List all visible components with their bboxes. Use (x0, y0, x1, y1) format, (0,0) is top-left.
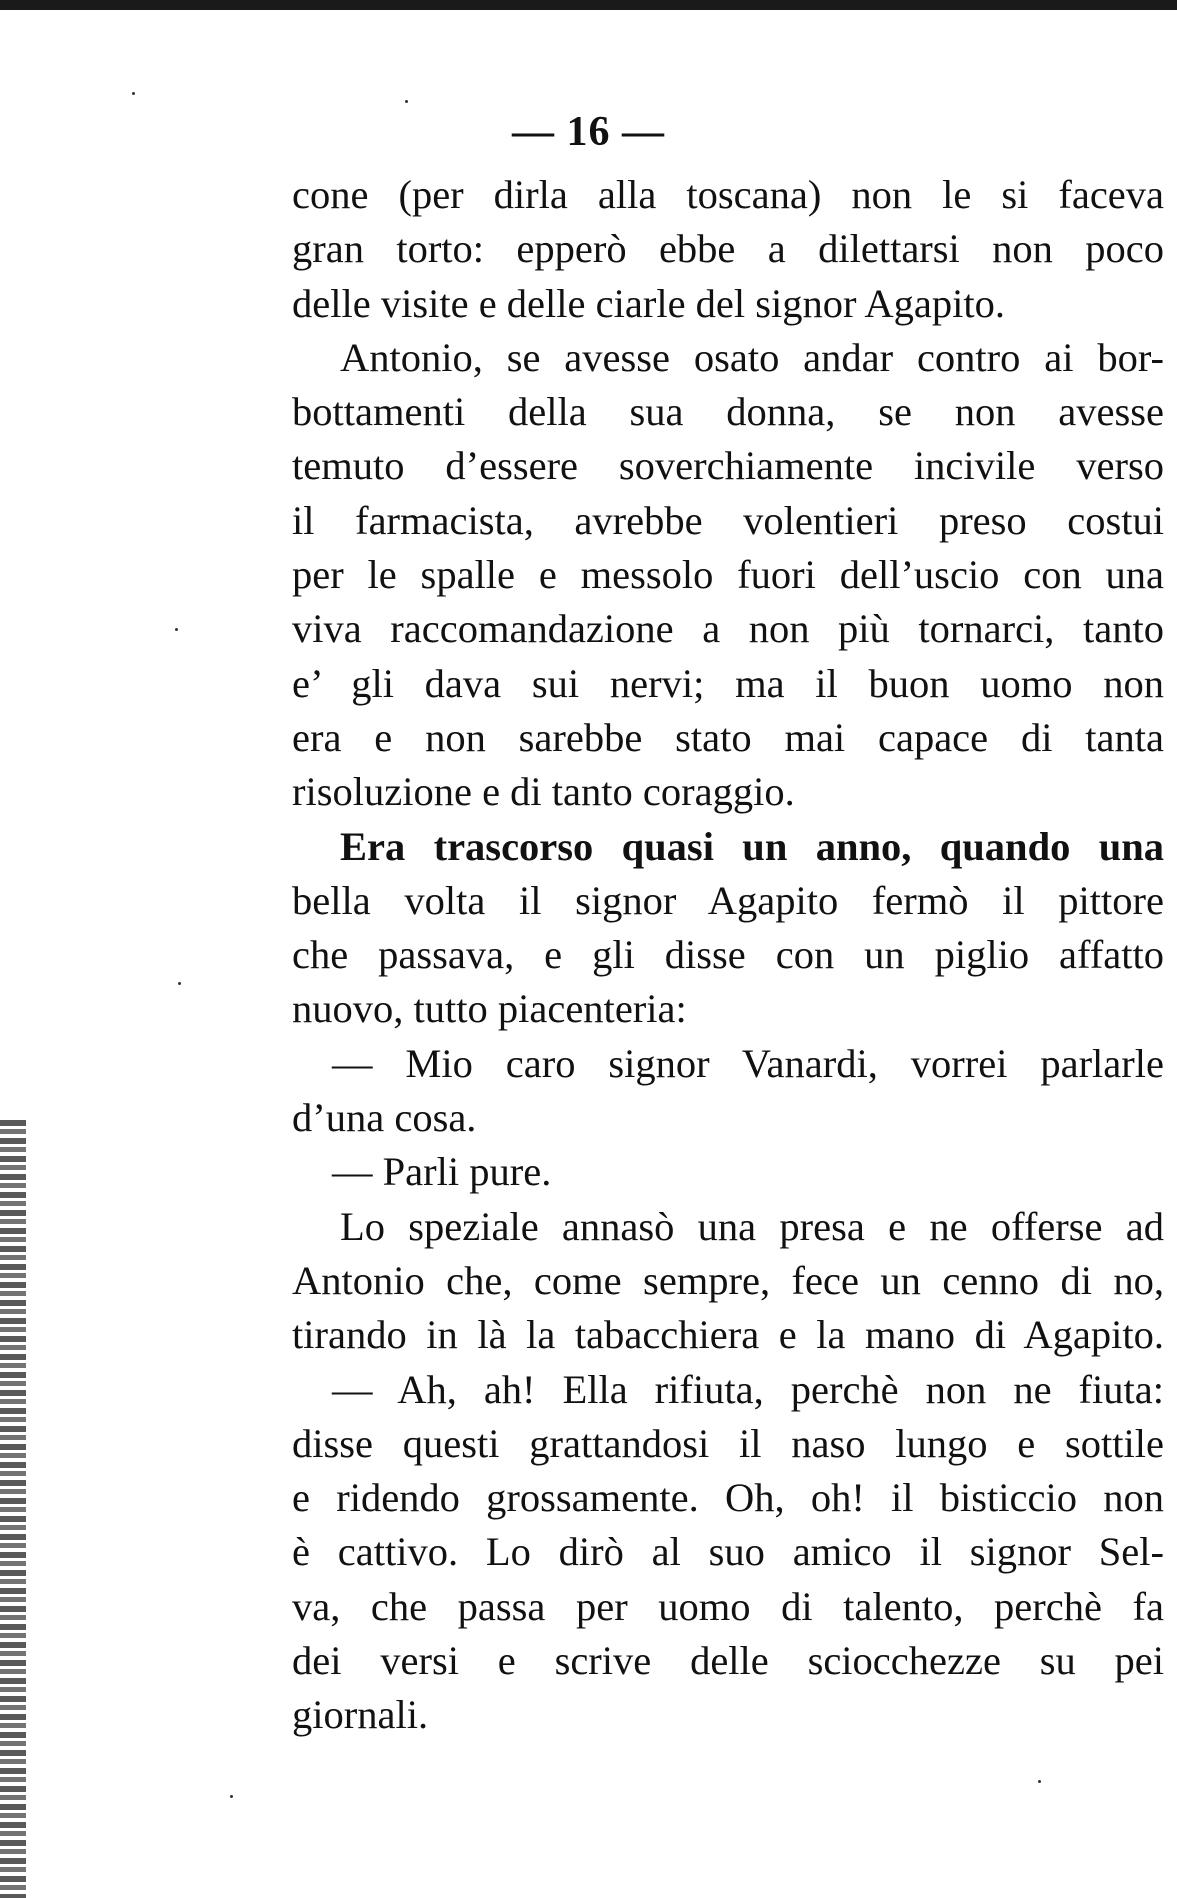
speck (405, 100, 408, 103)
speck (178, 982, 181, 985)
text-line: e’ gli dava sui nervi; ma il buon uomo non (292, 660, 1164, 706)
text-line: cone (per dirla alla toscana) non le si faceva (292, 172, 1164, 217)
text-line: bottamenti della sua donna, se non avesse (292, 389, 1164, 435)
text-line: d’una cosa. (292, 1095, 477, 1141)
text-line: per le spalle e messolo fuori dell’uscio con una (292, 552, 1164, 598)
speck (230, 1795, 233, 1798)
text-line: disse questi grattandosi il naso lungo e sottile (292, 1420, 1164, 1466)
text-line: che passava, e gli disse con un piglio affatto (292, 932, 1164, 978)
text-line: nuovo, tutto piacenteria: (292, 986, 687, 1032)
speck (132, 92, 135, 95)
text-line: delle visite e delle ciarle del signor Agapito. (292, 280, 1006, 326)
text-line: e ridendo grossamente. Oh, oh! il bisticcio non (292, 1475, 1164, 1521)
text-line: giornali. (292, 1692, 429, 1738)
text-line: tirando in là la tabacchiera e la mano di Agapito. (292, 1312, 1164, 1358)
text-line: risoluzione e di tanto coraggio. (292, 769, 795, 815)
text-line: va, che passa per uomo di talento, perchè fa (292, 1583, 1164, 1629)
binding-edge (0, 1120, 26, 1898)
text-line: gran torto: epperò ebbe a dilettarsi non poco (292, 226, 1164, 272)
text-line: — Ah, ah! Ella rifiuta, perchè non ne fiuta: (332, 1366, 1164, 1412)
text-line: — Parli pure. (332, 1149, 552, 1195)
text-line: era e non sarebbe stato mai capace di tanta (292, 714, 1164, 760)
text-line: è cattivo. Lo dirò al suo amico il signor Sel- (292, 1529, 1164, 1575)
page-top-edge (0, 0, 1177, 10)
text-line: dei versi e scrive delle sciocchezze su pei (292, 1638, 1164, 1684)
text-line: Lo speziale annasò una presa e ne offerse ad (340, 1203, 1164, 1249)
text-line: Antonio che, come sempre, fece un cenno di no, (292, 1257, 1164, 1303)
page-number: — 16 — (512, 109, 665, 155)
text-line: Era trascorso quasi un anno, quando una (340, 823, 1164, 869)
text-line: temuto d’essere soverchiamente incivile verso (292, 443, 1164, 489)
text-line: Antonio, se avesse osato andar contro ai bor- (340, 334, 1164, 380)
body-text (292, 168, 1164, 1743)
text-line: viva raccomandazione a non più tornarci, tanto (292, 606, 1164, 652)
text-line: — Mio caro signor Vanardi, vorrei parlarle (332, 1040, 1164, 1086)
text-line: il farmacista, avrebbe volentieri preso costui (292, 497, 1164, 543)
speck (175, 628, 178, 631)
text-line: bella volta il signor Agapito fermò il pittore (292, 877, 1164, 923)
speck (1038, 1780, 1041, 1783)
